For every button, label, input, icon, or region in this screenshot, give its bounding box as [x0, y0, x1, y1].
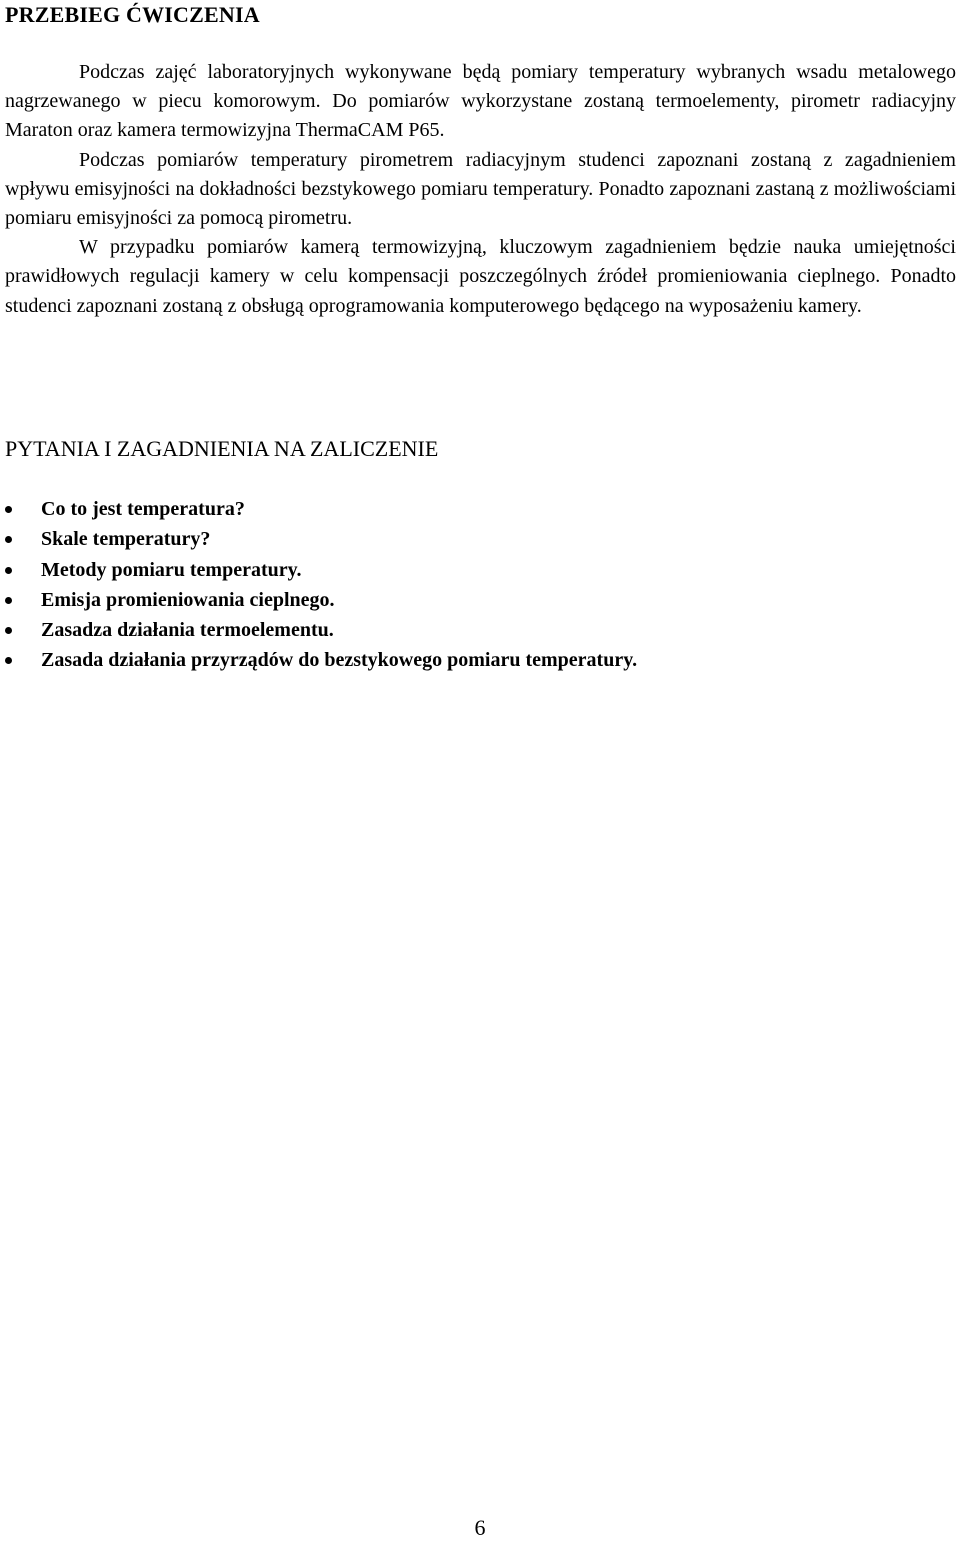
paragraph-pyrometer: Podczas pomiarów temperatury pirometrem radiacyjnym studenci zapoznani zostaną z zagadnieniem wpływu emisyjności na dokładności bezstykowego pomiaru temperatury. Ponadto zapoznani zastaną z możliwościami pomiaru emisyjności za pomocą pirometru. [5, 148, 956, 230]
questions-heading: PYTANIA I ZAGADNIENIA NA ZALICZENIE [5, 436, 439, 461]
list-item [0, 524, 637, 554]
list-item [0, 555, 637, 585]
bullet-icon [5, 657, 12, 664]
section-heading: PRZEBIEG ĆWICZENIA [5, 2, 260, 27]
list-item [0, 615, 637, 645]
question-text: Skale temperatury? [41, 528, 211, 551]
question-text: Emisja promieniowania cieplnego. [41, 588, 335, 611]
question-text: Metody pomiaru temperatury. [41, 558, 302, 581]
bullet-icon [5, 536, 12, 543]
paragraph-thermal-camera: W przypadku pomiarów kamerą termowizyjną, kluczowym zagadnieniem będzie nauka umiejętności prawidłowych regulacji kamery w celu kompensacji poszczególnych źródeł promieniowania cieplnego. Ponadto studenci zapoznani zostaną z obsługą oprogramowania komputerowego będącego na wyposażeniu kamery. [5, 236, 956, 317]
list-item [0, 585, 637, 615]
list-item [0, 645, 637, 675]
question-text: Co to jest temperatura? [41, 498, 245, 520]
paragraph-intro: Podczas zajęć laboratoryjnych wykonywane będą pomiary temperatury wybranych wsadu metalowego nagrzewanego w piecu komorowym. Do pomiarów wykorzystane zostaną termoelementy, pirometr radiacyjny Maraton oraz kamera termowizyjna ThermaCAM P65. [5, 61, 956, 142]
bullet-icon [5, 506, 12, 513]
question-text: Zasadza działania termoelementu. [41, 619, 334, 642]
questions-list [0, 494, 637, 676]
bullet-icon [5, 567, 12, 574]
question-text: Zasada działania przyrządów do bezstykowego pomiaru temperatury. [41, 649, 638, 672]
list-item [0, 494, 637, 524]
body-text [5, 58, 956, 321]
bullet-icon [5, 597, 12, 604]
bullet-icon [5, 627, 12, 634]
page-number: 6 [474, 1515, 486, 1540]
